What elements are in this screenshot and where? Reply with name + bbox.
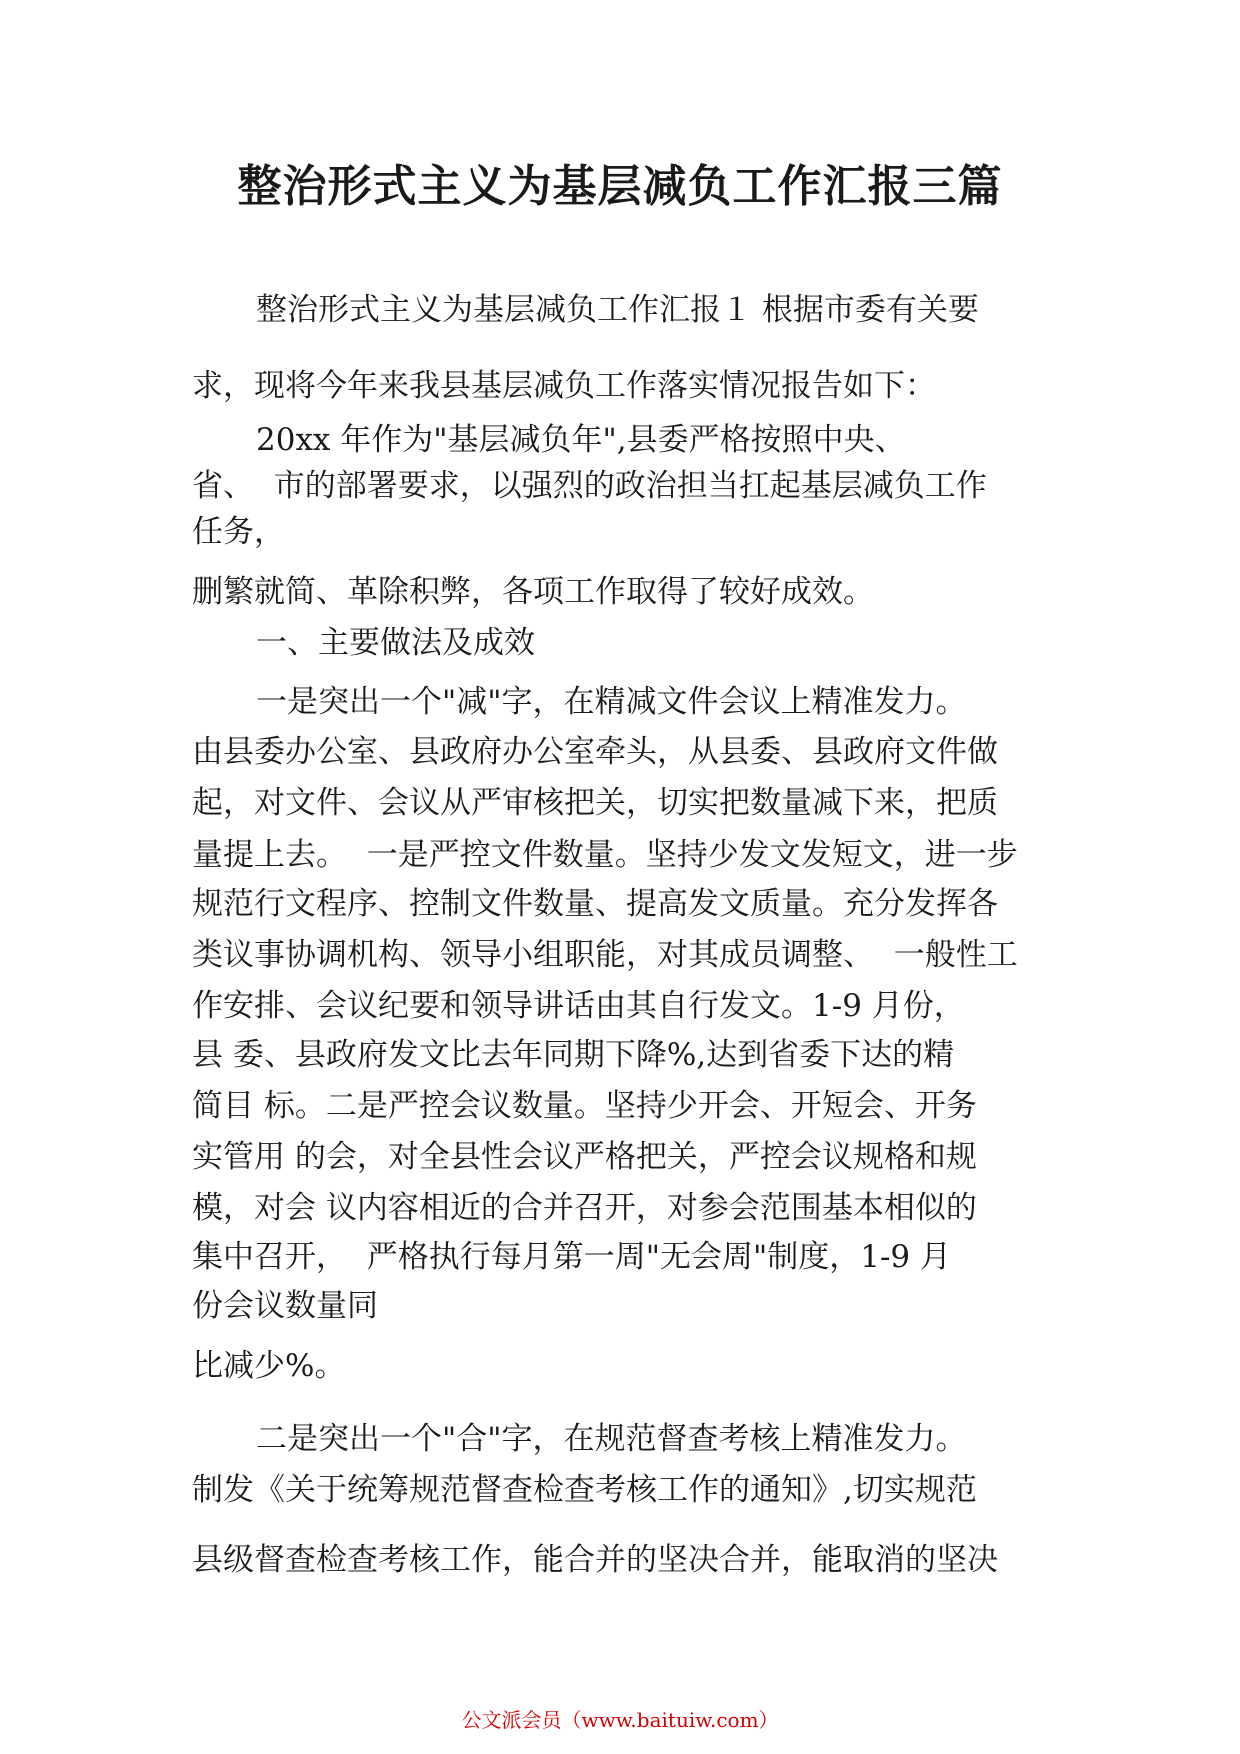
paragraph-line: 比减少%。 [192, 1348, 346, 1384]
document-title: 整治形式主义为基层减负工作汇报三篇 [237, 161, 1003, 212]
paragraph-line: 任务， [192, 514, 285, 550]
paragraph-line: 省、 市的部署要求，以强烈的政治担当扛起基层减负工作 [192, 468, 987, 504]
footer-watermark: 公文派会员（www.baituiw.com） [461, 1708, 779, 1732]
paragraph-line: 一是突出一个"减"字，在精减文件会议上精准发力。 [256, 684, 967, 720]
paragraph-line: 作安排、会议纪要和领导讲话由其自行发文。1-9 月份， [192, 988, 965, 1024]
section-heading: 一、主要做法及成效 [256, 625, 535, 661]
paragraph-line: 求，现将今年来我县基层减负工作落实情况报告如下： [192, 368, 936, 404]
paragraph-line: 二是突出一个"合"字，在规范督查考核上精准发力。 [256, 1421, 967, 1457]
paragraph-line: 简目 标。二是严控会议数量。坚持少开会、开短会、开务 [192, 1088, 977, 1124]
paragraph-line: 模，对会 议内容相近的合并召开，对参会范围基本相似的 [192, 1190, 977, 1226]
paragraph-line: 由县委办公室、县政府办公室牵头，从县委、县政府文件做 [192, 734, 998, 770]
paragraph-line: 份会议数量同 [192, 1288, 378, 1324]
paragraph-line: 集中召开， 严格执行每月第一周"无会周"制度，1-9 月 [192, 1239, 951, 1275]
paragraph-line: 类议事协调机构、领导小组职能，对其成员调整、 一般性工 [192, 937, 1018, 973]
paragraph-line: 整治形式主义为基层减负工作汇报１ 根据市委有关要 [256, 292, 979, 328]
paragraph-line: 制发《关于统筹规范督查检查考核工作的通知》,切实规范 [192, 1472, 977, 1508]
paragraph-line: 量提上去。 一是严控文件数量。坚持少发文发短文，进一步 [192, 837, 1018, 873]
paragraph-line: 20xx 年作为"基层减负年",县委严格按照中央、 [256, 422, 906, 458]
paragraph-line: 起，对文件、会议从严审核把关，切实把数量减下来，把质 [192, 785, 998, 821]
paragraph-line: 删繁就简、革除积弊，各项工作取得了较好成效。 [192, 574, 874, 610]
paragraph-line: 县 委、县政府发文比去年同期下降%,达到省委下达的精 [192, 1037, 955, 1073]
paragraph-line: 实管用 的会，对全县性会议严格把关，严控会议规格和规 [192, 1139, 977, 1175]
paragraph-line: 规范行文程序、控制文件数量、提高发文质量。充分发挥各 [192, 886, 998, 922]
paragraph-line: 县级督查检查考核工作，能合并的坚决合并，能取消的坚决 [192, 1542, 998, 1578]
